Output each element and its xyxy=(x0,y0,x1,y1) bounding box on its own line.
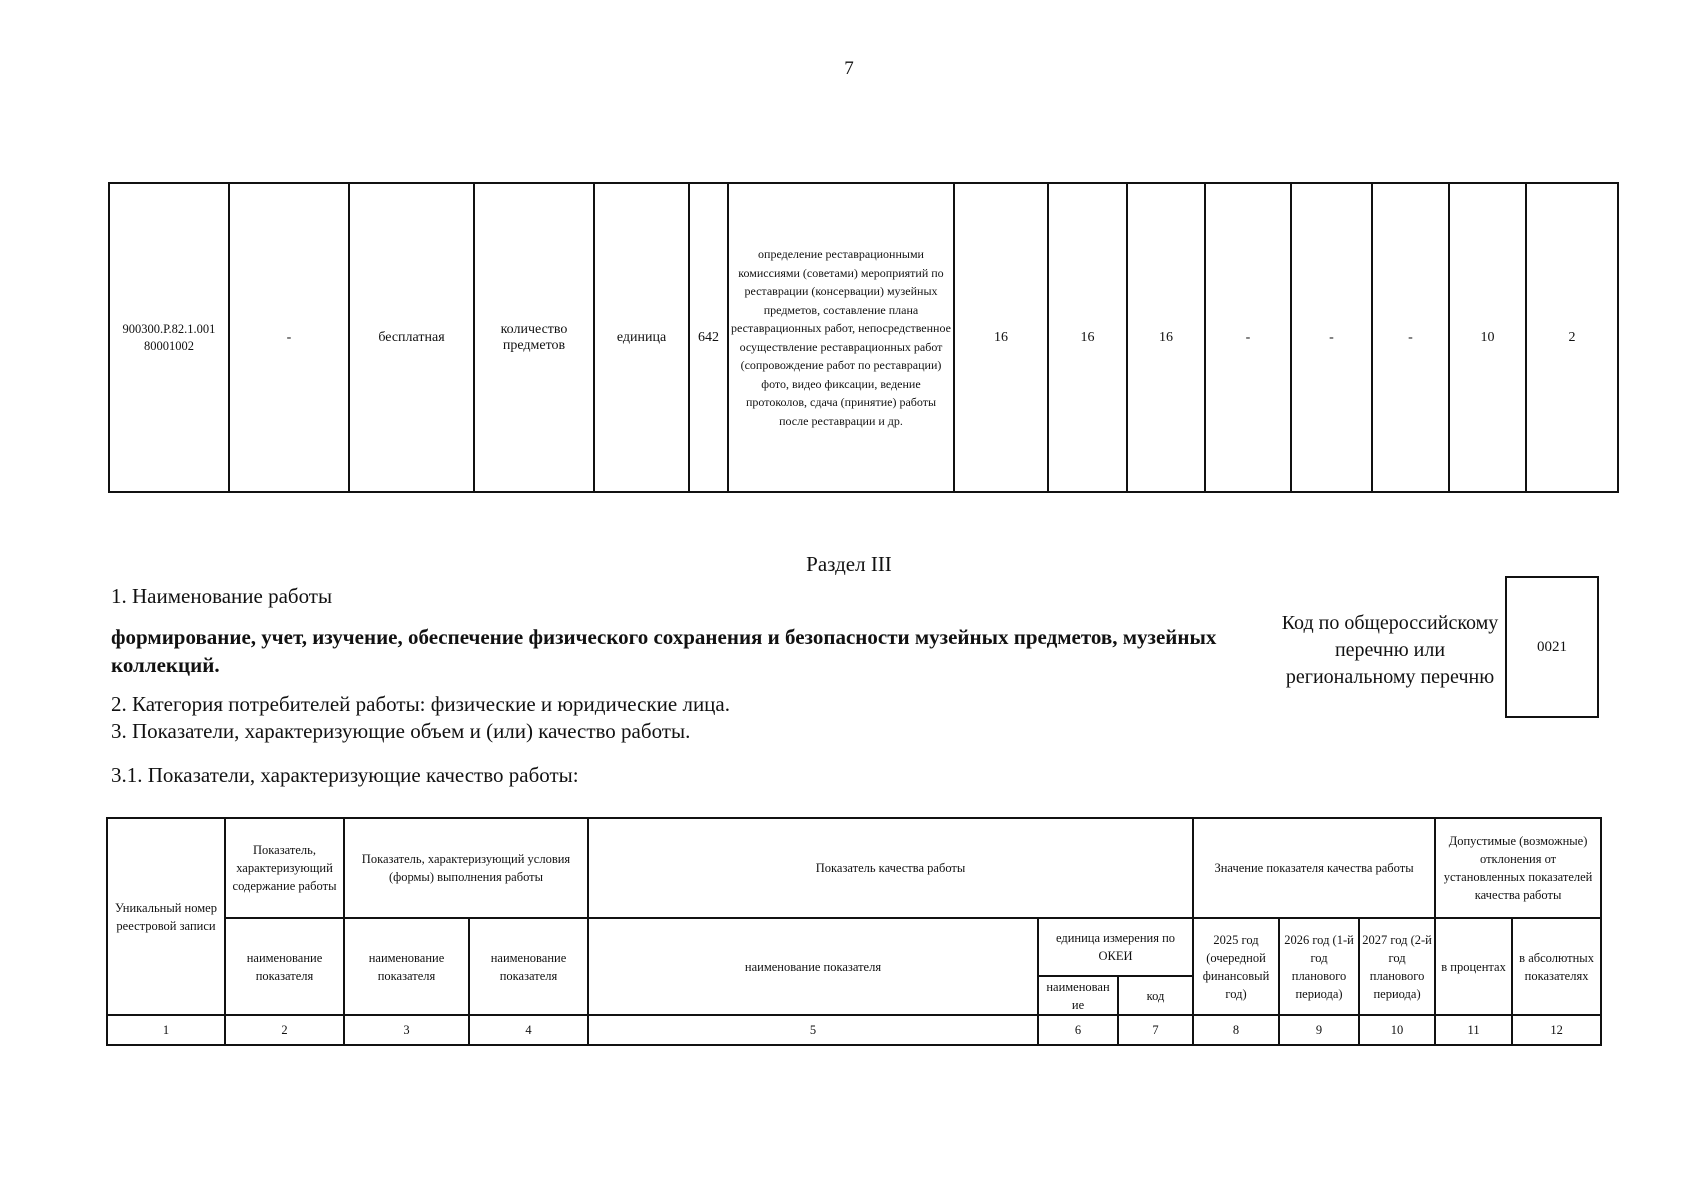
header-indicator-name: наименование показателя xyxy=(469,918,588,1015)
quality-table xyxy=(106,817,1602,1046)
okpd-code-box xyxy=(1505,576,1599,718)
table-header-row xyxy=(107,918,1601,976)
column-number: 4 xyxy=(469,1015,588,1045)
column-number: 9 xyxy=(1279,1015,1359,1045)
column-number: 12 xyxy=(1512,1015,1601,1045)
header-quality-indicator: Показатель качества работы xyxy=(588,818,1193,918)
table-header-row xyxy=(107,818,1601,918)
table-row xyxy=(109,183,1618,492)
header-in-percent: в процентах xyxy=(1435,918,1512,1015)
registry-number: 900300.Р.82.1.001 80001002 xyxy=(109,183,229,492)
header-year-2025: 2025 год (очередной финансовый год) xyxy=(1193,918,1279,1015)
page-number: 7 xyxy=(844,58,854,79)
header-indicator-name: наименование показателя xyxy=(588,918,1038,1015)
item-work-name-label: 1. Наименование работы xyxy=(111,584,333,608)
header-indicator-name: наименование показателя xyxy=(344,918,469,1015)
table-cell: единица xyxy=(594,183,689,492)
quality-indicators-heading: 3.1. Показатели, характеризующие качество работы: xyxy=(111,763,579,787)
header-conditions-indicator: Показатель, характеризующий условия (формы) выполнения работы xyxy=(344,818,588,918)
header-unit-okei: единица измерения по ОКЕИ xyxy=(1038,918,1193,976)
column-number: 2 xyxy=(225,1015,344,1045)
volume-table xyxy=(108,182,1619,493)
column-number: 11 xyxy=(1435,1015,1512,1045)
column-number: 1 xyxy=(107,1015,225,1045)
header-in-absolute: в абсолютных показателях xyxy=(1512,918,1601,1015)
section-title: Раздел III xyxy=(806,552,892,576)
column-number-row xyxy=(107,1015,1601,1045)
header-quality-value: Значение показателя качества работы xyxy=(1193,818,1435,918)
table-cell: количество предметов xyxy=(474,183,594,492)
table-cell: - xyxy=(229,183,349,492)
table-cell: - xyxy=(1205,183,1291,492)
column-number: 10 xyxy=(1359,1015,1435,1045)
consumer-category: 2. Категория потребителей работы: физические и юридические лица. xyxy=(111,692,730,716)
column-number: 8 xyxy=(1193,1015,1279,1045)
table-cell: 642 xyxy=(689,183,728,492)
header-unique-number: Уникальный номер реестровой записи xyxy=(107,818,225,1015)
header-year-2026: 2026 год (1-й год планового периода) xyxy=(1279,918,1359,1015)
column-number: 5 xyxy=(588,1015,1038,1045)
table-cell: 16 xyxy=(1127,183,1205,492)
header-deviation: Допустимые (возможные) отклонения от установленных показателей качества работы xyxy=(1435,818,1601,918)
header-unit-code: код xyxy=(1118,976,1193,1015)
column-number: 3 xyxy=(344,1015,469,1045)
work-description: определение реставрационными комиссиями (советами) мероприятий по реставрации (консервации) музейных предметов, составление плана реставрационных работ, непосредственное осуществление реставрационных работ (сопровождение работ по реставрации) фото, видео фиксации, ведение протоколов, сдача (принятие) работы после реставрации и др. xyxy=(728,183,954,492)
header-indicator-name: наименование показателя xyxy=(225,918,344,1015)
table-cell: бесплатная xyxy=(349,183,474,492)
header-year-2027: 2027 год (2-й год планового периода) xyxy=(1359,918,1435,1015)
table-cell: - xyxy=(1291,183,1372,492)
work-name: формирование, учет, изучение, обеспечение физического сохранения и безопасности музейных предметов, музейных коллекций. xyxy=(111,625,1217,677)
header-unit-name: наименован ие xyxy=(1038,976,1118,1015)
okpd-label: Код по общероссийскому перечню или региональному перечню xyxy=(1281,612,1499,688)
table-cell: - xyxy=(1372,183,1449,492)
header-content-indicator: Показатель, характеризующий содержание работы xyxy=(225,818,344,918)
table-cell: 16 xyxy=(954,183,1048,492)
table-cell: 16 xyxy=(1048,183,1127,492)
column-number: 6 xyxy=(1038,1015,1118,1045)
table-cell: 10 xyxy=(1449,183,1526,492)
column-number: 7 xyxy=(1118,1015,1193,1045)
table-cell: 2 xyxy=(1526,183,1618,492)
indicators-heading: 3. Показатели, характеризующие объем и (или) качество работы. xyxy=(111,719,691,743)
okpd-code: 0021 xyxy=(1537,638,1567,655)
